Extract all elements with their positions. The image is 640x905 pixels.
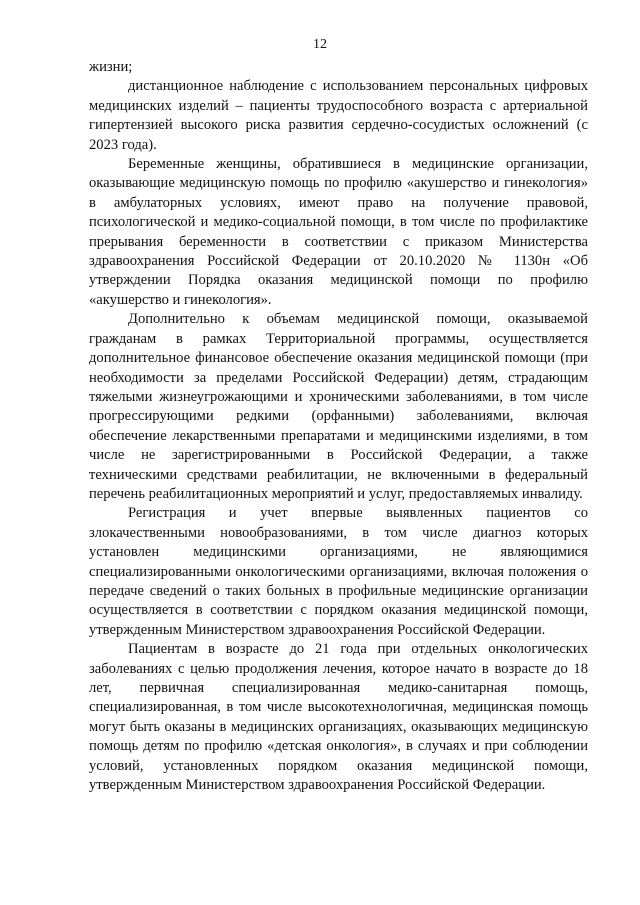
paragraph-continuation: жизни; [89, 59, 133, 75]
paragraph-oncology-registration: Регистрация и учет впервые выявленных пациентов со злокачественными новообразованиями, в том числе диагноз которых установлен медицинскими организациями, не являющимися специализированными онкологическими организациями, включая положения о передаче сведений о таких больных в профильные медицинские организации осуществляется в соответствии с порядком оказания медицинской помощи, утвержденным Министерством здравоохранения Российской Федерации. [89, 505, 588, 638]
page-number: 12 [313, 37, 327, 52]
paragraph-patients-under-21: Пациентам в возрасте до 21 года при отдельных онкологических заболеваниях с целью продолжения лечения, которое начато в возрасте до 18 лет, первичная специализированная медико-санитарная помощь, специализированная, в том числе высокотехнологичная, медицинская помощь могут быть оказаны в медицинских организациях, оказывающих медицинскую помощь детям по профилю «детская онкология», в случаях и при соблюдении условий, установленных порядком оказания медицинской помощи, утвержденным Министерством здравоохранения Российской Федерации. [89, 641, 588, 794]
paragraph-additional-funding: Дополнительно к объемам медицинской помощи, оказываемой гражданам в рамках Территориальной программы, осуществляется дополнительное финансовое обеспечение оказания медицинской помощи (при необходимости за пределами Российской Федерации) детям, страдающим тяжелыми жизнеугрожающими и хроническими заболеваниями, в том числе прогрессирующими редкими (орфанными) заболеваниями, включая обеспечение лекарственными препаратами и медицинскими изделиями, в том числе не зарегистрированными в Российской Федерации, а также техническими средствами реабилитации, не включенными в федеральный перечень реабилитационных мероприятий и услуг, предоставляемых инвалиду. [89, 311, 588, 502]
paragraph-remote-monitoring: дистанционное наблюдение с использованием персональных цифровых медицинских изделий – пациенты трудоспособного возраста с артериальной гипертензией высокого риска развития сердечно-сосудистых осложнений (с 2023 года). [89, 78, 588, 153]
document-body [89, 58, 588, 795]
paragraph-pregnant-women: Беременные женщины, обратившиеся в медицинские организации, оказывающие медицинскую помощь по профилю «акушерство и гинекология» в амбулаторных условиях, имеют право на получение правовой, психологической и медико-социальной помощи, в том числе по профилактике прерывания беременности в соответствии с приказом Министерства здравоохранения Российской Федерации от 20.10.2020 № 1130н «Об утверждении Порядка оказания медицинской помощи по профилю «акушерство и гинекология». [89, 156, 588, 308]
